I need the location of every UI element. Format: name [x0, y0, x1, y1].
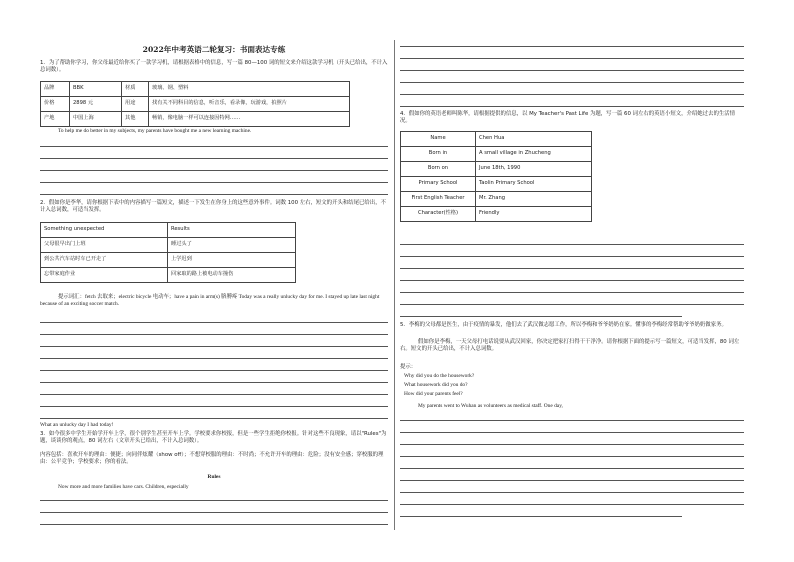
writing-line [40, 524, 388, 525]
table-cell: 找有关不同科目的信息，听音乐，看录像，玩游戏，拍照片 [149, 97, 350, 112]
table-row [41, 223, 296, 238]
table-row [41, 238, 296, 253]
q5-prompt: 5．李梅的父母都是医生，由于疫情的暴发，他们去了武汉做志愿工作，所以李梅和爷爷奶奶在家。懂事的李梅经常帮助爷爷奶奶做家务。 [400, 322, 727, 328]
q5-scenario: 假如你是李梅，一天父母打电话说要从武汉回家，你决定把家打扫得干干净净。请你根据下面的提示写一篇短文，可适当发挥，80 词左右。短文的开头已给出，不计入总词数。 [400, 339, 740, 353]
table-cell: A small village in Zhucheng [476, 147, 592, 162]
table-cell: 父母很早出门上班 [41, 238, 168, 253]
q1-table [40, 81, 350, 127]
writing-line [40, 394, 388, 395]
table-cell: 玻璃、钢、塑料 [149, 82, 350, 97]
writing-line [400, 82, 744, 83]
table-cell: 睡过头了 [168, 238, 296, 253]
writing-line [400, 316, 682, 317]
table-cell: 价格 [41, 97, 70, 112]
table-cell: Character(性格) [401, 207, 476, 222]
column-divider [394, 40, 395, 530]
table-cell: Primary School [401, 177, 476, 192]
writing-line [400, 480, 744, 481]
table-cell: 回家取的路上被电动车撞伤 [168, 268, 296, 283]
table-cell: June 18th, 1990 [476, 162, 592, 177]
q5-hint: Why did you do the housework? [404, 373, 475, 379]
q3-prompt: 3．如今很多中学生开始学开车上学，很个别学生甚至开车上学。学校要求你校报，但是一些学生拒绝你校报。针对这些不良现象，请以"Rules"为题，谈谈你的观点，80 词左右（文章开头已给出，不计入总词数）。 [40, 431, 387, 445]
table-cell: 用途 [122, 97, 149, 112]
page-title: 2022年中考英语二轮复习：书面表达专练 [142, 45, 286, 54]
table-cell: 其他 [122, 112, 149, 127]
table-row [41, 82, 350, 97]
writing-line [400, 492, 744, 493]
writing-line [400, 70, 744, 71]
writing-line [400, 432, 744, 433]
writing-line [40, 334, 388, 335]
table-cell: First English Teacher [401, 192, 476, 207]
table-cell: 产地 [41, 112, 70, 127]
q4-prompt: 4．假如你的英语老师叫陈华，请根据提供的信息，以 My Teacher's Past Life 为题，写一篇 60 词左右的英语小短文，介绍她过去的生活情况。 [400, 111, 736, 125]
writing-line [40, 322, 388, 323]
table-cell: 到公共汽车站时车已开走了 [41, 253, 168, 268]
table-cell: Mr. Zhang [476, 192, 592, 207]
writing-line [40, 194, 388, 195]
table-cell: Chen Hua [476, 132, 592, 147]
table-cell: Born on [401, 162, 476, 177]
table-row [41, 253, 296, 268]
writing-line [40, 358, 388, 359]
table-row [41, 268, 296, 283]
table-cell: 忘带家庭作业 [41, 268, 168, 283]
q4-table [400, 131, 592, 222]
writing-line [40, 370, 388, 371]
table-cell: 品牌 [41, 82, 70, 97]
writing-line [400, 94, 744, 95]
q2-prompt: 2．假如你是李华，请你根据下表中的内容描写一篇短文，描述一下发生在你身上的这些意外事件。词数 100 左右，短文的开头和结尾已给出，不计入总词数，可适当发挥。 [40, 200, 386, 214]
writing-line [400, 58, 744, 59]
table-row [401, 207, 592, 222]
table-cell: 上学迟到 [168, 253, 296, 268]
q5-hint: What housework did you do? [404, 382, 468, 388]
q3-opening: Now more and more families have cars. Children, especially [58, 484, 189, 490]
table-cell: 畅销，像电脑一样可以连接因特网…… [149, 112, 350, 127]
writing-line [400, 420, 744, 421]
table-cell: Results [168, 223, 296, 238]
q5-hint: How did your parents feel? [404, 391, 463, 397]
table-row [41, 97, 350, 112]
writing-line [400, 444, 744, 445]
writing-line [40, 346, 388, 347]
writing-line [40, 170, 388, 171]
writing-line [40, 146, 388, 147]
table-row [401, 132, 592, 147]
q2-closing: What an unlucky day I had today! [40, 422, 114, 428]
writing-line [400, 292, 744, 293]
writing-line [40, 158, 388, 159]
q1-opening: To help me do better in my subjects, my parents have bought me a new learning machine. [58, 128, 252, 134]
table-cell: 材质 [122, 82, 149, 97]
table-row [401, 177, 592, 192]
writing-line [400, 256, 744, 257]
writing-line [400, 516, 682, 517]
writing-line [40, 406, 388, 407]
table-cell: 2898 元 [70, 97, 122, 112]
q5-hint-label: 提示： [400, 364, 417, 370]
writing-line [400, 268, 744, 269]
writing-line [40, 500, 388, 501]
table-cell: 中国上海 [70, 112, 122, 127]
writing-line [400, 456, 744, 457]
table-row [401, 162, 592, 177]
writing-line [400, 244, 744, 245]
writing-line [40, 512, 388, 513]
writing-line [400, 46, 744, 47]
table-cell: Name [401, 132, 476, 147]
q2-hint: 提示词汇：fetch 去取来；electric bicycle 电动车；have a pain in arm(s) 胳膊疼 Today was a really unlucky day for me. I stayed up late last night because of an exciting soccer match. [40, 294, 380, 308]
writing-line [400, 280, 744, 281]
q3-content: 内容包括：喜欢开车的理由：便捷；向同伴炫耀（show off）；不想穿校服的理由：不时尚；不允许开车的理由：危险；没有安全感；穿校服的理由：公平竞争；学校要求；你的看法。 [40, 452, 384, 466]
writing-line [400, 106, 744, 107]
q2-table [40, 222, 296, 283]
table-row [41, 112, 350, 127]
table-row [401, 147, 592, 162]
table-cell: BBK [70, 82, 122, 97]
q5-opening: My parents went to Wuhan as volunteers as medical staff. One day, [418, 403, 563, 409]
table-row [401, 192, 592, 207]
writing-line [40, 182, 388, 183]
writing-line [40, 418, 388, 419]
q1-prompt: 1．为了帮助你学习，你父母最近给你买了一款学习机，请根据表格中的信息，写一篇 80—100 词的短文来介绍这款学习机（开头已给出，不计入总词数）。 [40, 60, 388, 74]
table-cell: Born in [401, 147, 476, 162]
q3-heading: Rules [207, 474, 221, 480]
writing-line [400, 304, 744, 305]
table-cell: Something unexpected [41, 223, 168, 238]
writing-line [400, 468, 744, 469]
writing-line [40, 382, 388, 383]
writing-line [400, 504, 744, 505]
table-cell: Friendly [476, 207, 592, 222]
table-cell: Taolin Primary School [476, 177, 592, 192]
